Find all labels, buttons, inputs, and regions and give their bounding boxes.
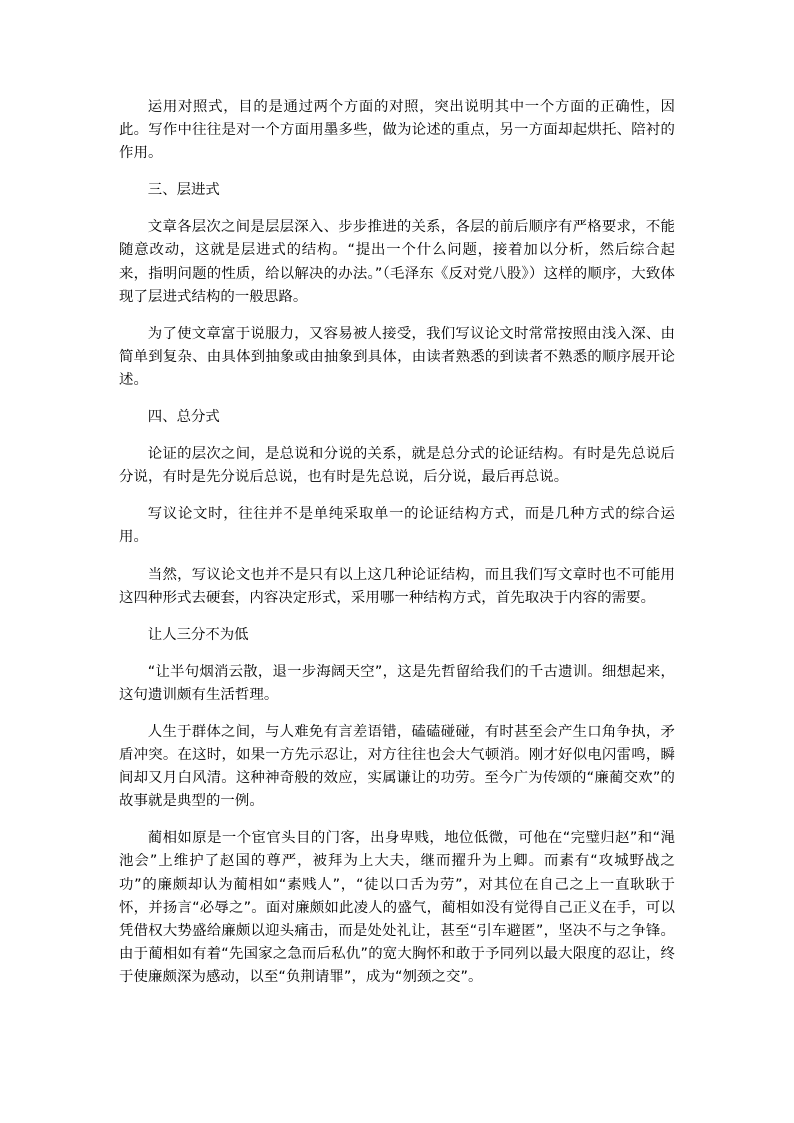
paragraph-progressive-definition: 文章各层次之间是层层深入、步步推进的关系，各层的前后顺序有严格要求，不能随意改动，这就是层进式的结构。“提出一个什么问题，接着加以分析，然后综合起来，指明问题的性质，给以解决的办法。”（毛泽东《反对党八股》）这样的顺序，大致体现了层进式结构的一般思路。 [119, 219, 675, 305]
essay-title: 让人三分不为低 [147, 626, 249, 643]
paragraph-combined-use: 写议论文时，往往并不是单纯采取单一的论证结构方式，而是几种方式的综合运用。 [119, 506, 675, 546]
heading-general-specific-style: 四、总分式 [147, 409, 220, 426]
document-page [119, 96, 675, 1003]
paragraph-progressive-order: 为了使文章富于说服力，又容易被人接受，我们写议论文时常常按照由浅入深、由简单到复杂、由具体到抽象或由抽象到具体，由读者熟悉的到读者不熟悉的顺序展开论述。 [119, 325, 675, 388]
paragraph-general-specific-definition: 论证的层次之间，是总说和分说的关系，就是总分式的论证结构。有时是先总说后分说，有时是先分说后总说，也有时是先总说，后分说，最后再总说。 [119, 446, 675, 486]
paragraph-contrast-style: 运用对照式，目的是通过两个方面的对照，突出说明其中一个方面的正确性，因此。写作中往往是对一个方面用墨多些，做为论述的重点，另一方面却起烘托、陪衬的作用。 [119, 99, 675, 162]
paragraph-content-decides-form: 当然，写议论文也并不是只有以上这几种论证结构，而且我们写文章时也不可能用这四种形式去硬套，内容决定形式，采用哪一种结构方式，首先取决于内容的需要。 [119, 566, 675, 606]
paragraph-essay-lin-xiangru: 蔺相如原是一个宦官头目的门客，出身卑贱，地位低微，可他在“完璧归赵”和“渑池会”上维护了赵国的尊严，被拜为上大夫，继而擢升为上卿。而素有“攻城野战之功”的廉颇却认为蔺相如“素贱人”，“徒以口舌为劳”，对其位在自己之上一直耿耿于怀，并扬言“必辱之”。面对廉颇如此凌人的盛气，蔺相如没有觉得自己正义在手，可以凭借权大势盛给廉颇以迎头痛击，而是处处礼让，甚至“引车避匿”，坚决不与之争锋。由于蔺相如有着“先国家之急而后私仇”的宽大胸怀和敢于予同列以最大限度的忍让，终于使廉颇深为感动，以至“负荆请罪”，成为“刎颈之交”。 [119, 830, 675, 985]
heading-progressive-style: 三、层进式 [147, 182, 220, 199]
paragraph-essay-conflict: 人生于群体之间，与人难免有言差语错，磕磕碰碰，有时甚至会产生口角争执，矛盾冲突。在这时，如果一方先示忍让，对方往往也会大气顿消。刚才好似电闪雷鸣，瞬间却又月白风清。这种神奇般的效应，实属谦让的功劳。至今广为传颂的“廉蔺交欢”的故事就是典型的一例。 [119, 723, 675, 810]
paragraph-essay-intro: “让半句烟消云散，退一步海阔天空”，这是先哲留给我们的千古遗训。细想起来，这句遗训颇有生活哲理。 [119, 663, 675, 703]
